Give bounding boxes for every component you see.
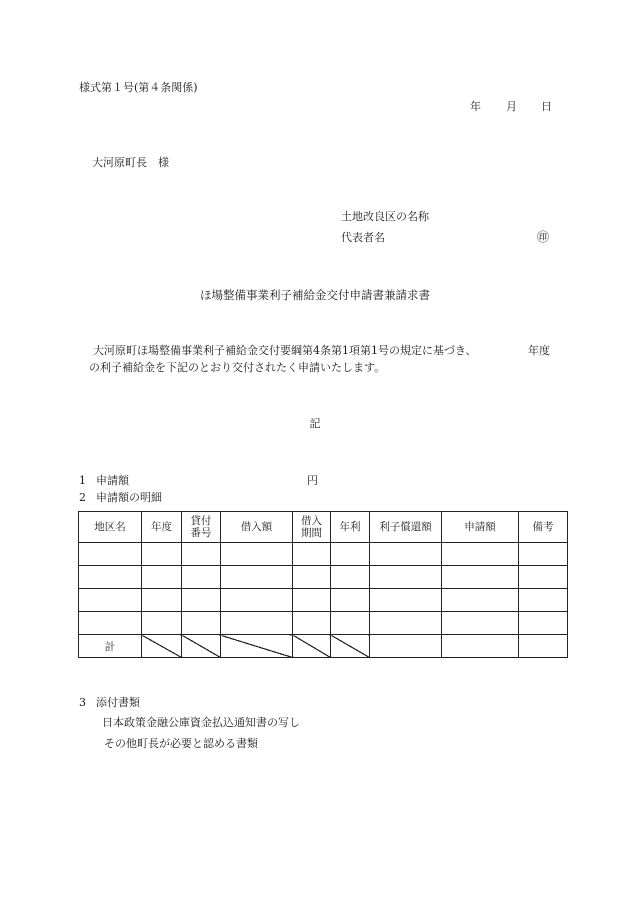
table-cell — [182, 566, 221, 589]
addressee: 大河原町長 様 — [92, 156, 169, 169]
total-cell — [519, 635, 568, 658]
table-cell — [442, 589, 519, 612]
attachment-item: その他町長が必要と認める書類 — [104, 737, 258, 750]
diagonal-cell — [182, 635, 221, 658]
table-header-row — [79, 512, 568, 543]
table-cell — [370, 543, 442, 566]
table-cell — [331, 566, 370, 589]
table-cell — [221, 566, 293, 589]
document-title: ほ場整備事業利子補給金交付申請書兼請求書 — [200, 288, 430, 302]
total-label: 計 — [79, 635, 142, 658]
table-cell — [331, 612, 370, 635]
table-total-row — [79, 635, 568, 658]
table-cell — [182, 612, 221, 635]
total-cell — [370, 635, 442, 658]
table-cell — [221, 612, 293, 635]
table-cell — [182, 589, 221, 612]
table-cell — [519, 612, 568, 635]
table-cell — [331, 589, 370, 612]
header-cell: 年利 — [331, 512, 370, 543]
header-cell: 年度 — [142, 512, 182, 543]
header-cell: 備考 — [519, 512, 568, 543]
diagonal-cell — [331, 635, 370, 658]
table-cell — [519, 589, 568, 612]
applicant-rep-label: 代表者名 — [341, 231, 385, 244]
table-row — [79, 543, 568, 566]
fiscal-year-label: 年度 — [528, 344, 550, 357]
table-cell — [370, 612, 442, 635]
table-cell — [331, 543, 370, 566]
table-cell — [442, 543, 519, 566]
item3-number: 3 — [79, 696, 86, 709]
item1-unit: 円 — [307, 474, 318, 487]
header-cell: 利子償還額 — [370, 512, 442, 543]
table-row — [79, 566, 568, 589]
table-cell — [519, 543, 568, 566]
header-cell: 地区名 — [79, 512, 142, 543]
body-text-line2: の利子補給金を下記のとおり交付されたく申請いたします。 — [89, 361, 386, 374]
diagonal-cell — [293, 635, 331, 658]
table-cell — [221, 543, 293, 566]
body-text-line1: 大河原町ほ場整備事業利子補給金交付要綱第4条第1項第1号の規定に基づき、 — [93, 344, 477, 357]
table-cell — [142, 566, 182, 589]
diagonal-cell — [221, 635, 293, 658]
attachment-item: 日本政策金融公庫資金払込通知書の写し — [102, 716, 300, 729]
date-year-label: 年 — [470, 100, 481, 113]
item1-label: 申請額 — [96, 474, 129, 487]
diagonal-cell — [142, 635, 182, 658]
table-row — [79, 589, 568, 612]
total-cell — [442, 635, 519, 658]
table-cell — [79, 566, 142, 589]
table-row — [79, 612, 568, 635]
item1-number: 1 — [79, 474, 86, 487]
table-cell — [293, 566, 331, 589]
table-cell — [442, 566, 519, 589]
form-number: 様式第１号(第４条関係) — [79, 81, 198, 94]
table-cell — [79, 589, 142, 612]
ki-heading: 記 — [309, 417, 321, 430]
table-cell — [221, 589, 293, 612]
date-day-label: 日 — [541, 100, 552, 113]
header-cell: 借入 期間 — [293, 512, 331, 543]
detail-table — [78, 511, 568, 658]
table-cell — [182, 543, 221, 566]
table-cell — [370, 589, 442, 612]
item2-label: 申請額の明細 — [96, 491, 162, 504]
header-cell: 借入額 — [221, 512, 293, 543]
table-cell — [142, 543, 182, 566]
table-cell — [293, 543, 331, 566]
table-cell — [79, 612, 142, 635]
table-cell — [293, 612, 331, 635]
table-cell — [293, 589, 331, 612]
item2-number: 2 — [79, 491, 86, 504]
table-cell — [370, 566, 442, 589]
applicant-org-label: 土地改良区の名称 — [341, 210, 429, 223]
item3-label: 添付書類 — [96, 696, 140, 709]
table-cell — [79, 543, 142, 566]
date-month-label: 月 — [506, 100, 517, 113]
table-cell — [519, 566, 568, 589]
table-cell — [142, 612, 182, 635]
table-cell — [142, 589, 182, 612]
header-cell: 申請額 — [442, 512, 519, 543]
table-cell — [442, 612, 519, 635]
seal-mark: ㊞ — [537, 230, 550, 244]
header-cell: 貸付 番号 — [182, 512, 221, 543]
